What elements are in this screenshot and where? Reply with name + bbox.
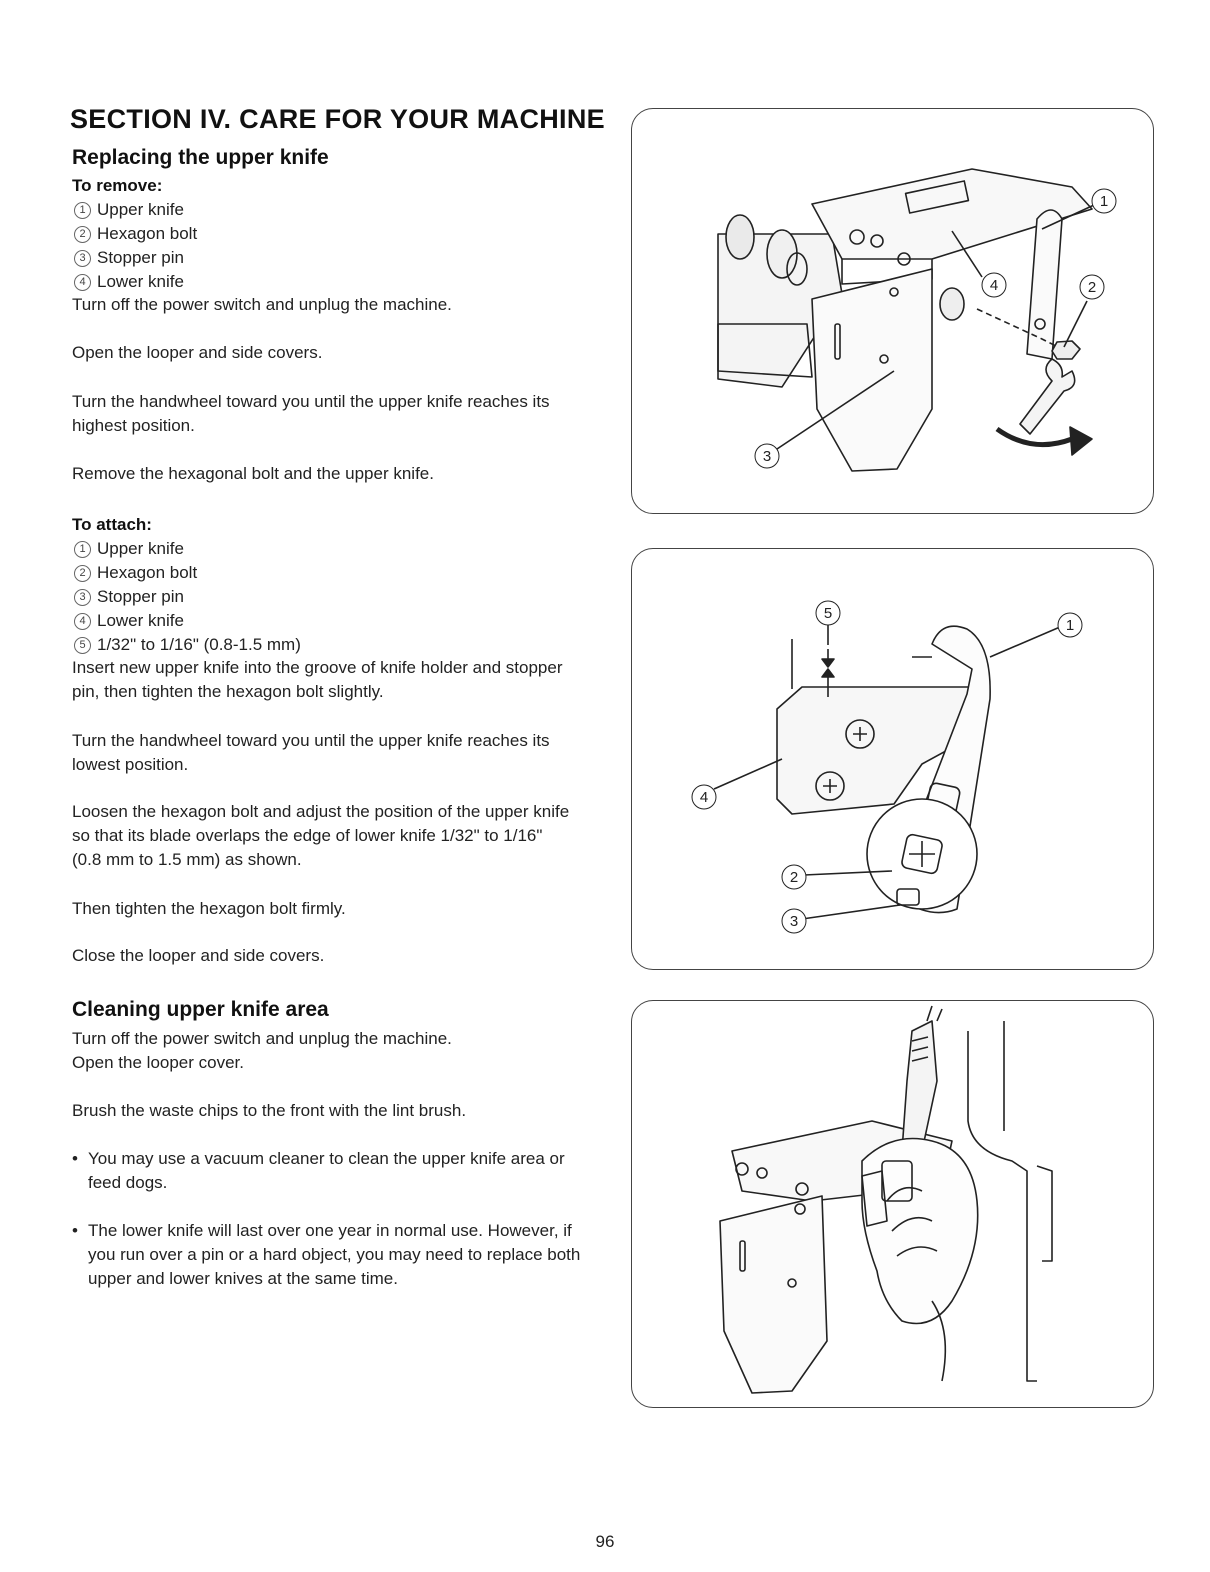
attach-step-1: Insert new upper knife into the groove of knife holder and stopper pin, then tighten the hexagon bolt slightly.	[72, 658, 563, 701]
callout-number: 4	[74, 274, 91, 291]
callout-1: 1	[1065, 617, 1075, 634]
figure-knife-overlap	[631, 548, 1154, 970]
callout-number: 3	[74, 589, 91, 606]
part-label: Stopper pin	[97, 248, 184, 267]
callout-number: 4	[74, 613, 91, 630]
remove-step-1: Turn off the power switch and unplug the machine.	[72, 295, 452, 314]
page-number: 96	[595, 1532, 615, 1551]
callout-number: 2	[74, 565, 91, 582]
attach-step-3: Loosen the hexagon bolt and adjust the position of the upper knife so that its blade overlaps the edge of lower knife 1/32" to 1/16" (0.8 mm to 1.5 mm) as shown.	[72, 802, 570, 869]
part-label: Hexagon bolt	[97, 224, 198, 243]
list-item	[72, 561, 301, 585]
remove-step-3: Turn the handwheel toward you until the upper knife reaches its highest position.	[72, 392, 550, 435]
part-label: Upper knife	[97, 539, 184, 558]
cleaning-bullet-1	[72, 1147, 582, 1195]
attach-parts-list	[72, 537, 301, 657]
cleaning-step-3: Brush the waste chips to the front with the lint brush.	[72, 1101, 467, 1120]
list-item	[72, 609, 301, 633]
callout-number: 1	[74, 541, 91, 558]
remove-step-4: Remove the hexagonal bolt and the upper knife.	[72, 464, 434, 483]
callout-4: 4	[699, 789, 709, 806]
knife-overlap-illustration	[632, 549, 1153, 969]
section-title: SECTION IV. CARE FOR YOUR MACHINE	[70, 104, 605, 134]
list-item	[72, 633, 301, 657]
part-label: 1/32" to 1/16" (0.8-1.5 mm)	[97, 635, 301, 654]
bullet-text: You may use a vacuum cleaner to clean the upper knife area or feed dogs.	[88, 1149, 565, 1192]
part-label: Hexagon bolt	[97, 563, 198, 582]
part-label: Upper knife	[97, 200, 184, 219]
callout-1: 1	[1099, 193, 1109, 210]
attach-heading: To attach:	[72, 515, 152, 534]
list-item	[72, 198, 197, 222]
callout-2: 2	[789, 869, 799, 886]
figure-cleaning-brush	[631, 1000, 1154, 1408]
attach-step-5: Close the looper and side covers.	[72, 946, 325, 965]
cleaning-step-1: Turn off the power switch and unplug the machine.	[72, 1029, 452, 1048]
bullet-symbol: •	[72, 1149, 78, 1168]
callout-3: 3	[762, 448, 772, 465]
bullet-symbol: •	[72, 1221, 78, 1240]
bullet-text: The lower knife will last over one year in normal use. However, if you run over a pin or a hard object, you may need to replace both upper and lower knives at the same time.	[88, 1221, 581, 1288]
part-label: Lower knife	[97, 272, 184, 291]
callout-number: 3	[74, 250, 91, 267]
list-item	[72, 246, 197, 270]
cleaning-illustration	[632, 1001, 1153, 1407]
callout-3: 3	[789, 913, 799, 930]
remove-parts-list	[72, 198, 197, 294]
attach-step-4: Then tighten the hexagon bolt firmly.	[72, 899, 346, 918]
cleaning-bullet-2	[72, 1219, 582, 1291]
part-label: Stopper pin	[97, 587, 184, 606]
callout-number: 2	[74, 226, 91, 243]
replace-heading: Replacing the upper knife	[72, 146, 329, 169]
remove-step-2: Open the looper and side covers.	[72, 343, 323, 362]
remove-knife-illustration	[632, 109, 1153, 513]
attach-step-2: Turn the handwheel toward you until the upper knife reaches its lowest position.	[72, 731, 550, 774]
callout-5: 5	[823, 605, 833, 622]
list-item	[72, 222, 197, 246]
list-item	[72, 537, 301, 561]
remove-heading: To remove:	[72, 176, 163, 195]
figure-remove-knife	[631, 108, 1154, 514]
list-item	[72, 585, 301, 609]
callout-2: 2	[1087, 279, 1097, 296]
callout-4: 4	[989, 277, 999, 294]
part-label: Lower knife	[97, 611, 184, 630]
callout-number: 5	[74, 637, 91, 654]
list-item	[72, 270, 197, 294]
cleaning-step-2: Open the looper cover.	[72, 1053, 245, 1072]
cleaning-heading: Cleaning upper knife area	[72, 998, 329, 1021]
callout-number: 1	[74, 202, 91, 219]
